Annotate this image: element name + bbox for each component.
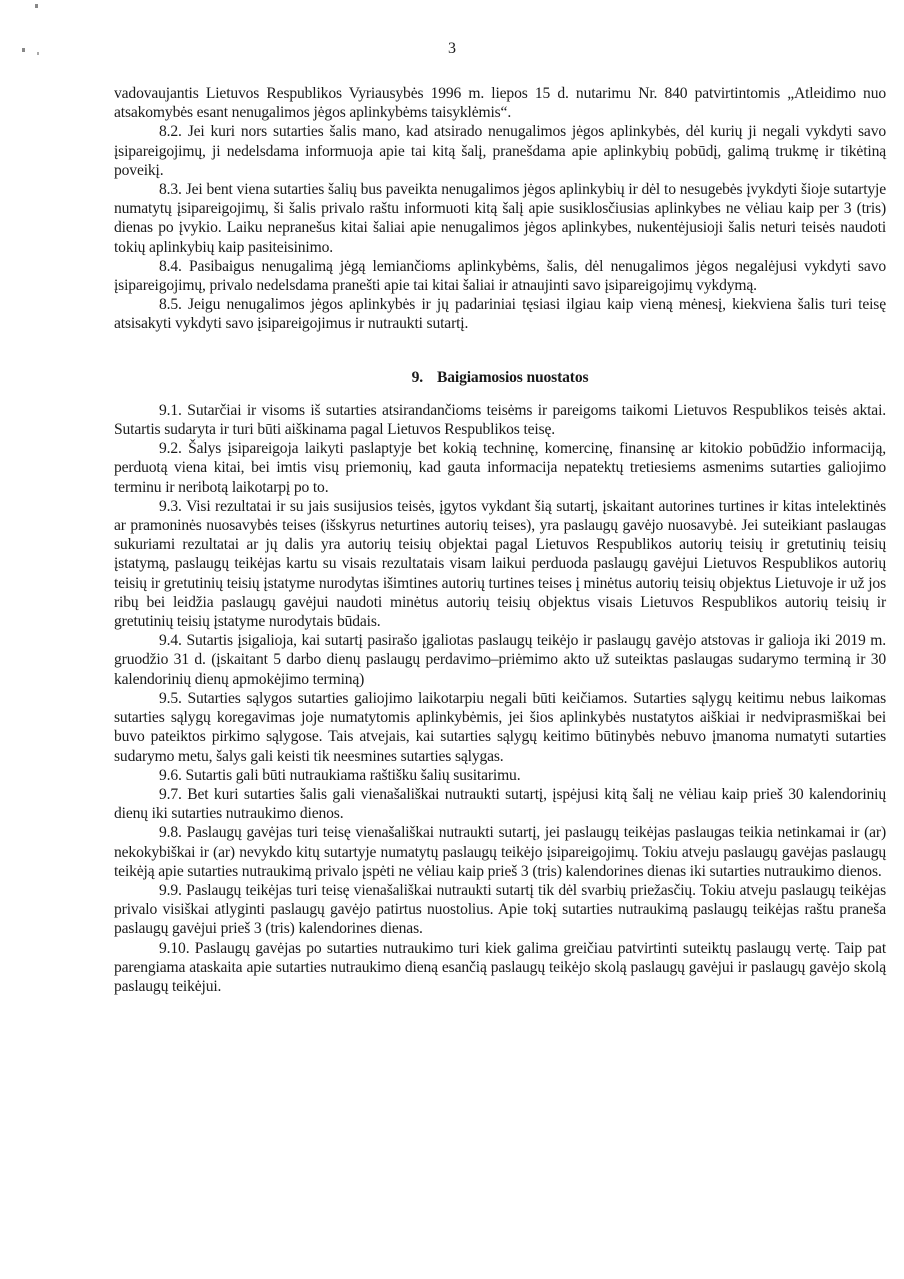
clause-8-2 xyxy=(114,122,886,180)
clause-number: 9.8. xyxy=(159,824,182,842)
section-number: 9. xyxy=(411,368,424,386)
scan-mark xyxy=(35,4,38,8)
clause-9-3 xyxy=(114,497,886,631)
clause-text: Šalys įsipareigoja laikyti paslaptyje bet kokią techninę, komercinę, finansinę ar kitokio pobūdžio informaciją, perduotą viena kitai, bei imtis visų priemonių, kad gauta informacija nepatektų tretiesiems asmenims sutarties galiojimo terminu ir neribotą laikotarpį po to. xyxy=(114,440,886,496)
clause-number: 9.5. xyxy=(159,689,182,707)
clause-9-2 xyxy=(114,439,886,497)
clause-text: Jei bent viena sutarties šalių bus paveikta nenugalimos jėgos aplinkybių ir dėl to nesugebės įvykdyti šioje sutartyje numatytų įsipareigojimų, ši šalis privalo raštu informuoti kitą šalį apie susiklosčiusias aplinkybes ne vėliau kaip per 3 (tris) dienas po įvykio. Laiku nepranešus kitai šaliai apie nenugalimos jėgos aplinkybes, nukentėjusioji šalis neturi teisės naudoti tokių aplinkybių kaip pasiteisinimo. xyxy=(114,181,887,256)
clause-9-4 xyxy=(114,631,886,689)
clause-number: 9.9. xyxy=(159,881,182,899)
clause-9-7 xyxy=(114,785,886,823)
clause-number: 8.5. xyxy=(159,296,182,314)
paragraph-continuation: vadovaujantis Lietuvos Respublikos Vyriausybės 1996 m. liepos 15 d. nutarimu Nr. 840 patvirtintomis „Atleidimo nuo atsakomybės esant nenugalimos jėgos aplinkybėms taisyklėmis“. xyxy=(114,85,886,122)
section-title: Baigiamosios nuostatos xyxy=(437,368,589,386)
clause-text: Sutarčiai ir visoms iš sutarties atsirandančioms teisėms ir pareigoms taikomi Lietuvos Respublikos teisės aktai. Sutartis sudaryta ir turi būti aiškinama pagal Lietuvos Respublikos teisę. xyxy=(114,401,887,439)
clause-9-10 xyxy=(114,939,886,997)
page-number: 3 xyxy=(448,40,456,57)
section-9-items xyxy=(114,401,886,996)
clause-9-8 xyxy=(114,823,886,881)
section-9-heading xyxy=(114,368,886,387)
clause-number: 8.3. xyxy=(159,181,182,199)
clause-text: Paslaugų gavėjas po sutarties nutraukimo turi kiek galima greičiau patvirtinti suteiktų paslaugų vertę. Taip pat parengiama ataskaita apie sutarties nutraukimo dieną esančią paslaugų teikėjo skolą paslaugų gavėjui ir paslaugų gavėjo skolą paslaugų teikėjui. xyxy=(114,939,887,995)
clause-text: Jei kuri nors sutarties šalis mano, kad atsirado nenugalimos jėgos aplinkybės, dėl kurių ji negali vykdyti savo įsipareigojimų, ji nedelsdama informuoja apie tai kitą šalį, pranešdama apie aplinkybių pobūdį, galimą trukmę ir tikėtiną poveikį. xyxy=(114,123,886,179)
clause-number: 9.7. xyxy=(159,785,182,803)
clause-number: 9.2. xyxy=(159,440,182,458)
clause-number: 9.10. xyxy=(159,939,190,957)
clause-text: Paslaugų gavėjas turi teisę vienašališkai nutraukti sutartį, jei paslaugų teikėjas paslaugas teikia netinkamai ir (ar) nekokybiškai ir (ar) nevykdo kitų sutartyje numatytų paslaugų teikėjo įsipareigojimų. Tokiu atveju paslaugų gavėjas paslaugų teikėją apie sutarties nutraukimą privalo įspėti ne vėliau kaip prieš 3 (tris) kalendorines dienas iki sutarties nutraukimo dienos. xyxy=(114,824,886,880)
clause-number: 9.4. xyxy=(159,632,182,650)
clause-text: Sutarties sąlygos sutarties galiojimo laikotarpiu negali būti keičiamos. Sutarties sąlygų keitimu nebus laikomas sutarties sąlygų koregavimas joje numatytomis aplinkybėmis, jei šios aplinkybės nustatytos aiškiai ir nedviprasmiškai bei buvo pateiktos pirkimo sąlygose. Tais atvejais, kai sutarties sąlygų keitimo būtinybės nebuvo įmanoma numatyti sutarties sudarymo metu, šalys gali keisti tik neesmines sutarties sąlygas. xyxy=(114,689,886,765)
clause-text: Jeigu nenugalimos jėgos aplinkybės ir jų padariniai tęsiasi ilgiau kaip vieną mėnesį, kiekviena šalis turi teisę atsisakyti vykdyti savo įsipareigojimus ir nutraukti sutartį. xyxy=(114,296,886,333)
clause-8-3 xyxy=(114,180,886,257)
clause-text: Sutartis įsigalioja, kai sutartį pasirašo įgaliotas paslaugų teikėjo ir paslaugų gavėjo atstovas ir galioja iki 2019 m. gruodžio 31 d. (įskaitant 5 darbo dienų paslaugų perdavimo–priėmimo akto už suteiktas paslaugas sudarymo terminą ir 30 kalendorinių dienų apmokėjimo terminą) xyxy=(114,632,887,688)
clause-text: Sutartis gali būti nutraukiama raštišku šalių susitarimu. xyxy=(185,766,521,784)
clause-text: Bet kuri sutarties šalis gali vienašališkai nutraukti sutartį, įspėjusi kitą šalį ne vėliau kaip prieš 30 kalendorinių dienų iki sutarties nutraukimo dienos. xyxy=(114,785,887,823)
clause-text: Pasibaigus nenugalimą jėgą lemiančioms aplinkybėms, šalis, dėl nenugalimos jėgos negalėjusi vykdyti savo įsipareigojimų, privalo nedelsdama pranešti apie tai kitai šaliai ir atnaujinti savo įsipareigojimų vykdymą. xyxy=(114,257,886,295)
clause-number: 9.6. xyxy=(159,766,182,784)
clause-number: 9.1. xyxy=(159,401,182,419)
section-8-items xyxy=(114,122,886,333)
clause-9-6 xyxy=(114,766,886,785)
clause-8-4 xyxy=(114,257,886,295)
clause-number: 9.3. xyxy=(159,497,182,515)
clause-9-1 xyxy=(114,401,886,439)
clause-text: Paslaugų teikėjas turi teisę vienašališkai nutraukti sutartį tik dėl svarbių priežasčių. Tokiu atveju paslaugų teikėjas privalo visiškai atlyginti paslaugų gavėjo patirtus nuostolius. Apie tokį sutarties nutraukimą paslaugų teikėjas raštu praneša paslaugų gavėjui prieš 3 (tris) kalendorines dienas. xyxy=(114,881,886,938)
clause-number: 8.4. xyxy=(159,257,182,275)
clause-number: 8.2. xyxy=(159,123,182,141)
clause-9-5 xyxy=(114,689,886,766)
clause-text: Visi rezultatai ir su jais susijusios teisės, įgytos vykdant šią sutartį, įskaitant autorines turtines ir kitas intelektinės ar pramoninės nuosavybės teises (išskyrus neturtines autorių teises), yra paslaugų gavėjo nuosavybė. Jei suteikiant paslaugas sukuriami rezultatai ar jų dalis yra autorių teisių objektai pagal Lietuvos Respublikos autorių teisių ir gretutinių teisių įstatymą, paslaugų teikėjas kartu su visais rezultatais visam laikui perduoda paslaugų gavėjui Lietuvos Respublikos autorių teisių ir gretutinių teisių įstatyme nurodytas išimtines autorių turtines teises į minėtus autorių teisių objektus Lietuvoje ir už jos ribų bei leidžia paslaugų gavėjui naudoti minėtus autorių teisių objektus visais Lietuvos Respublikos autorių teisių ir gretutinių teisių įstatyme nurodytais būdais. xyxy=(114,497,887,631)
clause-9-9 xyxy=(114,881,886,939)
clause-8-5 xyxy=(114,295,886,333)
document-body xyxy=(114,84,886,996)
